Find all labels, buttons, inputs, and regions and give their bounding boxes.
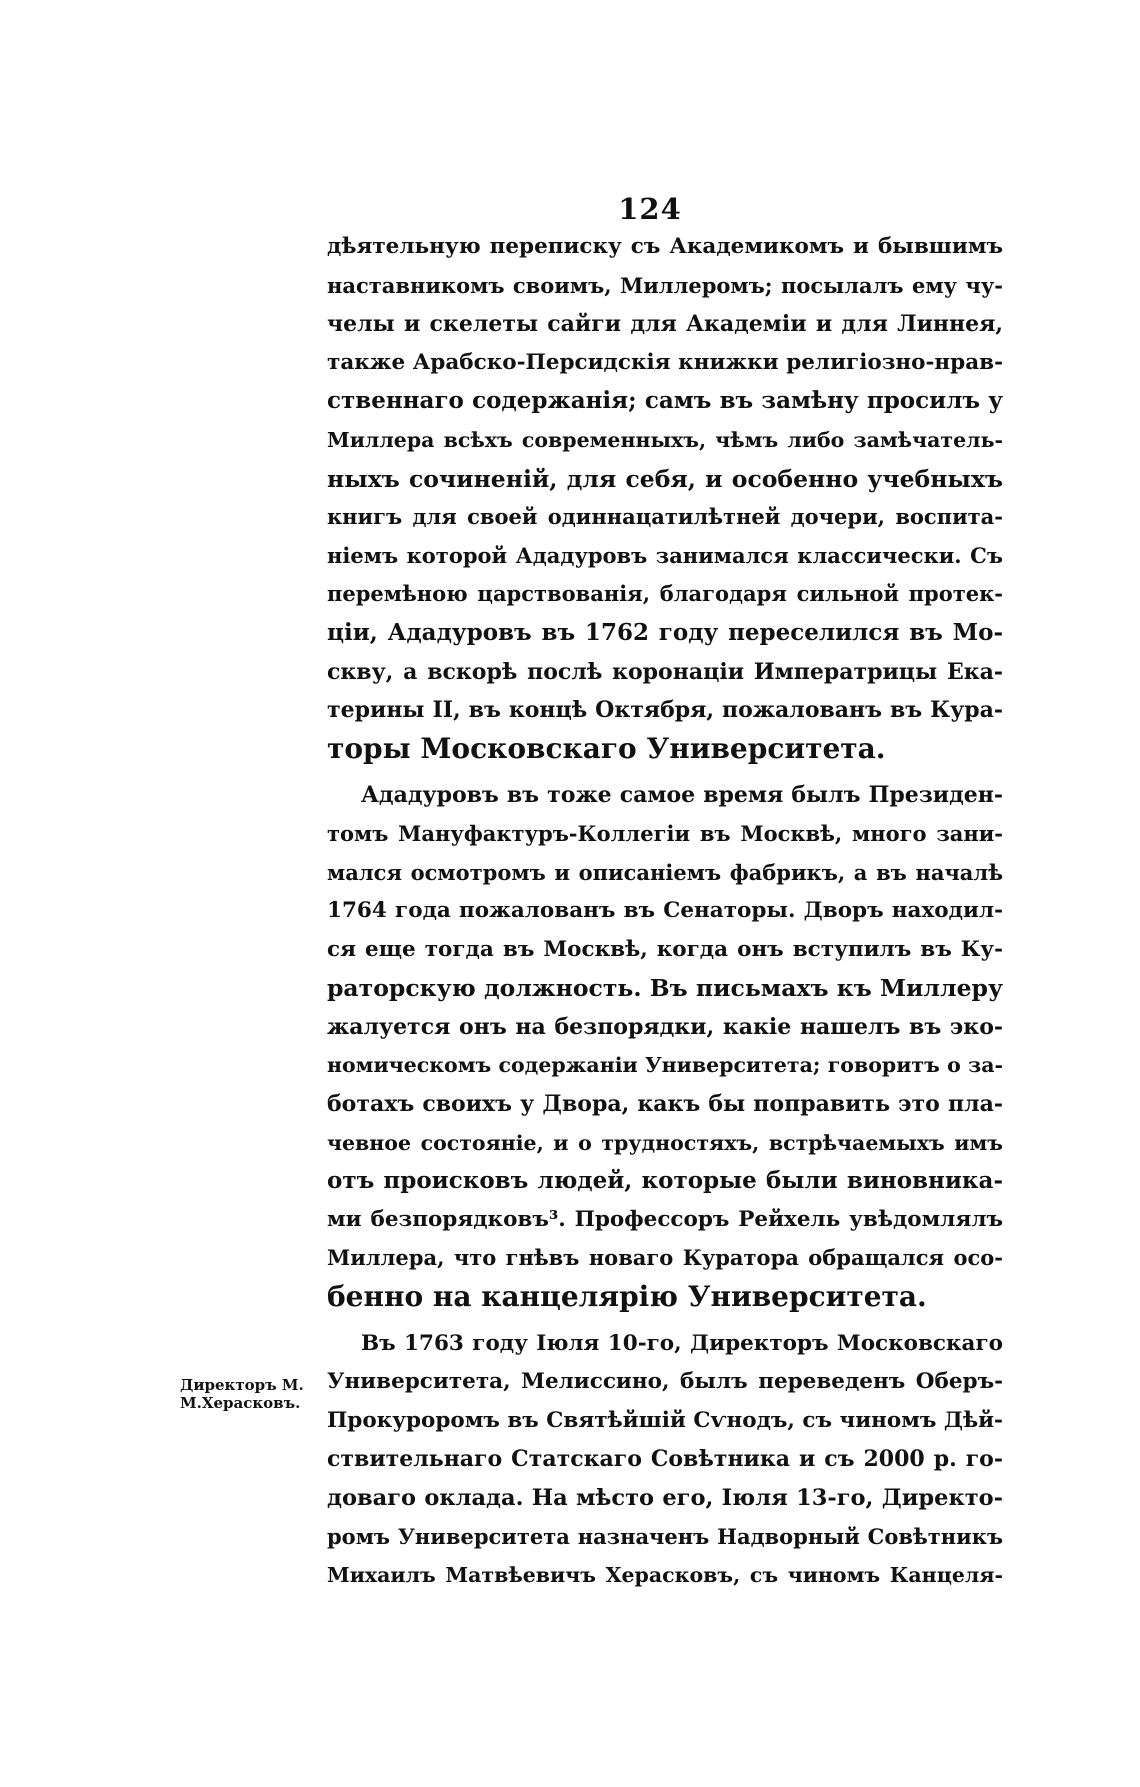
text-line: ботахъ своихъ у Двора, какъ бы поправить это пла- — [327, 1091, 1003, 1118]
text-line: Прокуроромъ въ Святѣйшій Сѵнодъ, съ чиномъ Дѣй- — [327, 1407, 1003, 1433]
text-line: доваго оклада. На мѣсто его, Іюля 13-го, Директо- — [327, 1485, 1003, 1511]
body-text — [327, 228, 1003, 1595]
text-line: ственнаго содержанія; самъ въ замѣну просилъ у — [327, 387, 1003, 415]
page-number: 124 — [618, 192, 682, 226]
text-line: номическомъ содержаніи Университета; говоритъ о за- — [327, 1053, 1003, 1078]
margin-note — [180, 1376, 320, 1412]
text-line: ромъ Университета назначенъ Надворный Совѣтникъ — [327, 1523, 1003, 1549]
text-line: ціи, Ададуровъ въ 1762 году переселился въ Мо- — [327, 618, 1003, 646]
text-line: челы и скелеты сайги для Академіи и для Линнея, — [327, 311, 1003, 338]
text-line: скву, а вскорѣ послѣ коронаціи Императрицы Ека- — [327, 658, 1003, 685]
text-line: наставникомъ своимъ, Миллеромъ; посылалъ ему чу- — [327, 272, 1003, 298]
text-line: торы Московскаго Университета. — [327, 731, 886, 765]
text-line: бенно на канцелярію Университета. — [327, 1280, 927, 1314]
text-line: перемѣною царствованія, благодаря сильной протек- — [327, 581, 1003, 607]
text-line: томъ Мануфактуръ-Коллегіи въ Москвѣ, много зани- — [327, 820, 1003, 846]
text-line: жалуется онъ на безпорядки, какіе нашелъ въ эко- — [327, 1013, 1003, 1040]
text-line: чевное состояніе, и о трудностяхъ, встрѣчаемыхъ имъ — [327, 1130, 1003, 1155]
text-line: Ададуровъ въ тоже самое время былъ Президен- — [361, 782, 1003, 809]
text-line: 1764 года пожалованъ въ Сенаторы. Дворъ находил- — [327, 898, 1003, 924]
text-line: Миллера, что гнѣвъ новаго Куратора обращался осо- — [327, 1245, 1003, 1271]
paragraph-gap — [327, 768, 1003, 776]
text-line: также Арабско-Персидскія книжки религіозно-нрав- — [327, 349, 1003, 375]
margin-note-line: М.Херасковъ. — [180, 1394, 301, 1412]
paragraph-gap — [327, 1317, 1003, 1325]
text-line: дѣятельную переписку съ Академикомъ и бывшимъ — [327, 234, 1003, 259]
text-line: ся еще тогда въ Москвѣ, когда онъ вступилъ въ Ку- — [327, 936, 1003, 962]
text-line: Михаилъ Матвѣевичъ Херасковъ, съ чиномъ Канцеля- — [327, 1563, 1003, 1588]
text-line: ніемъ которой Ададуровъ занимался классически. Съ — [327, 542, 1003, 568]
text-line: отъ происковъ людей, которые были виновника- — [327, 1167, 1003, 1195]
text-line: раторскую должность. Въ письмахъ къ Миллеру — [327, 974, 1003, 1003]
text-line: Миллера всѣхъ современныхъ, чѣмъ либо замѣчатель- — [327, 427, 1003, 452]
margin-note-line: Директоръ М. — [180, 1376, 304, 1394]
text-line: терины II, въ концѣ Октября, пожалованъ въ Кура- — [327, 697, 1003, 724]
text-line: Университета, Мелиссино, былъ переведенъ Оберъ- — [327, 1369, 1003, 1395]
text-line: книгъ для своей одиннацатилѣтней дочери, воспита- — [327, 504, 1003, 530]
text-line: ствительнаго Статскаго Совѣтника и съ 2000 р. го- — [327, 1446, 1003, 1473]
text-line: ми безпорядковъ³. Профессоръ Рейхель увѣдомлялъ — [327, 1206, 1003, 1232]
text-line: ныхъ сочиненій, для себя, и особенно учебныхъ — [327, 464, 1003, 493]
text-line: Въ 1763 году Іюля 10-го, Директоръ Московскаго — [361, 1330, 1003, 1356]
text-line: мался осмотромъ и описаніемъ фабрикъ, а въ началѣ — [327, 859, 1003, 885]
